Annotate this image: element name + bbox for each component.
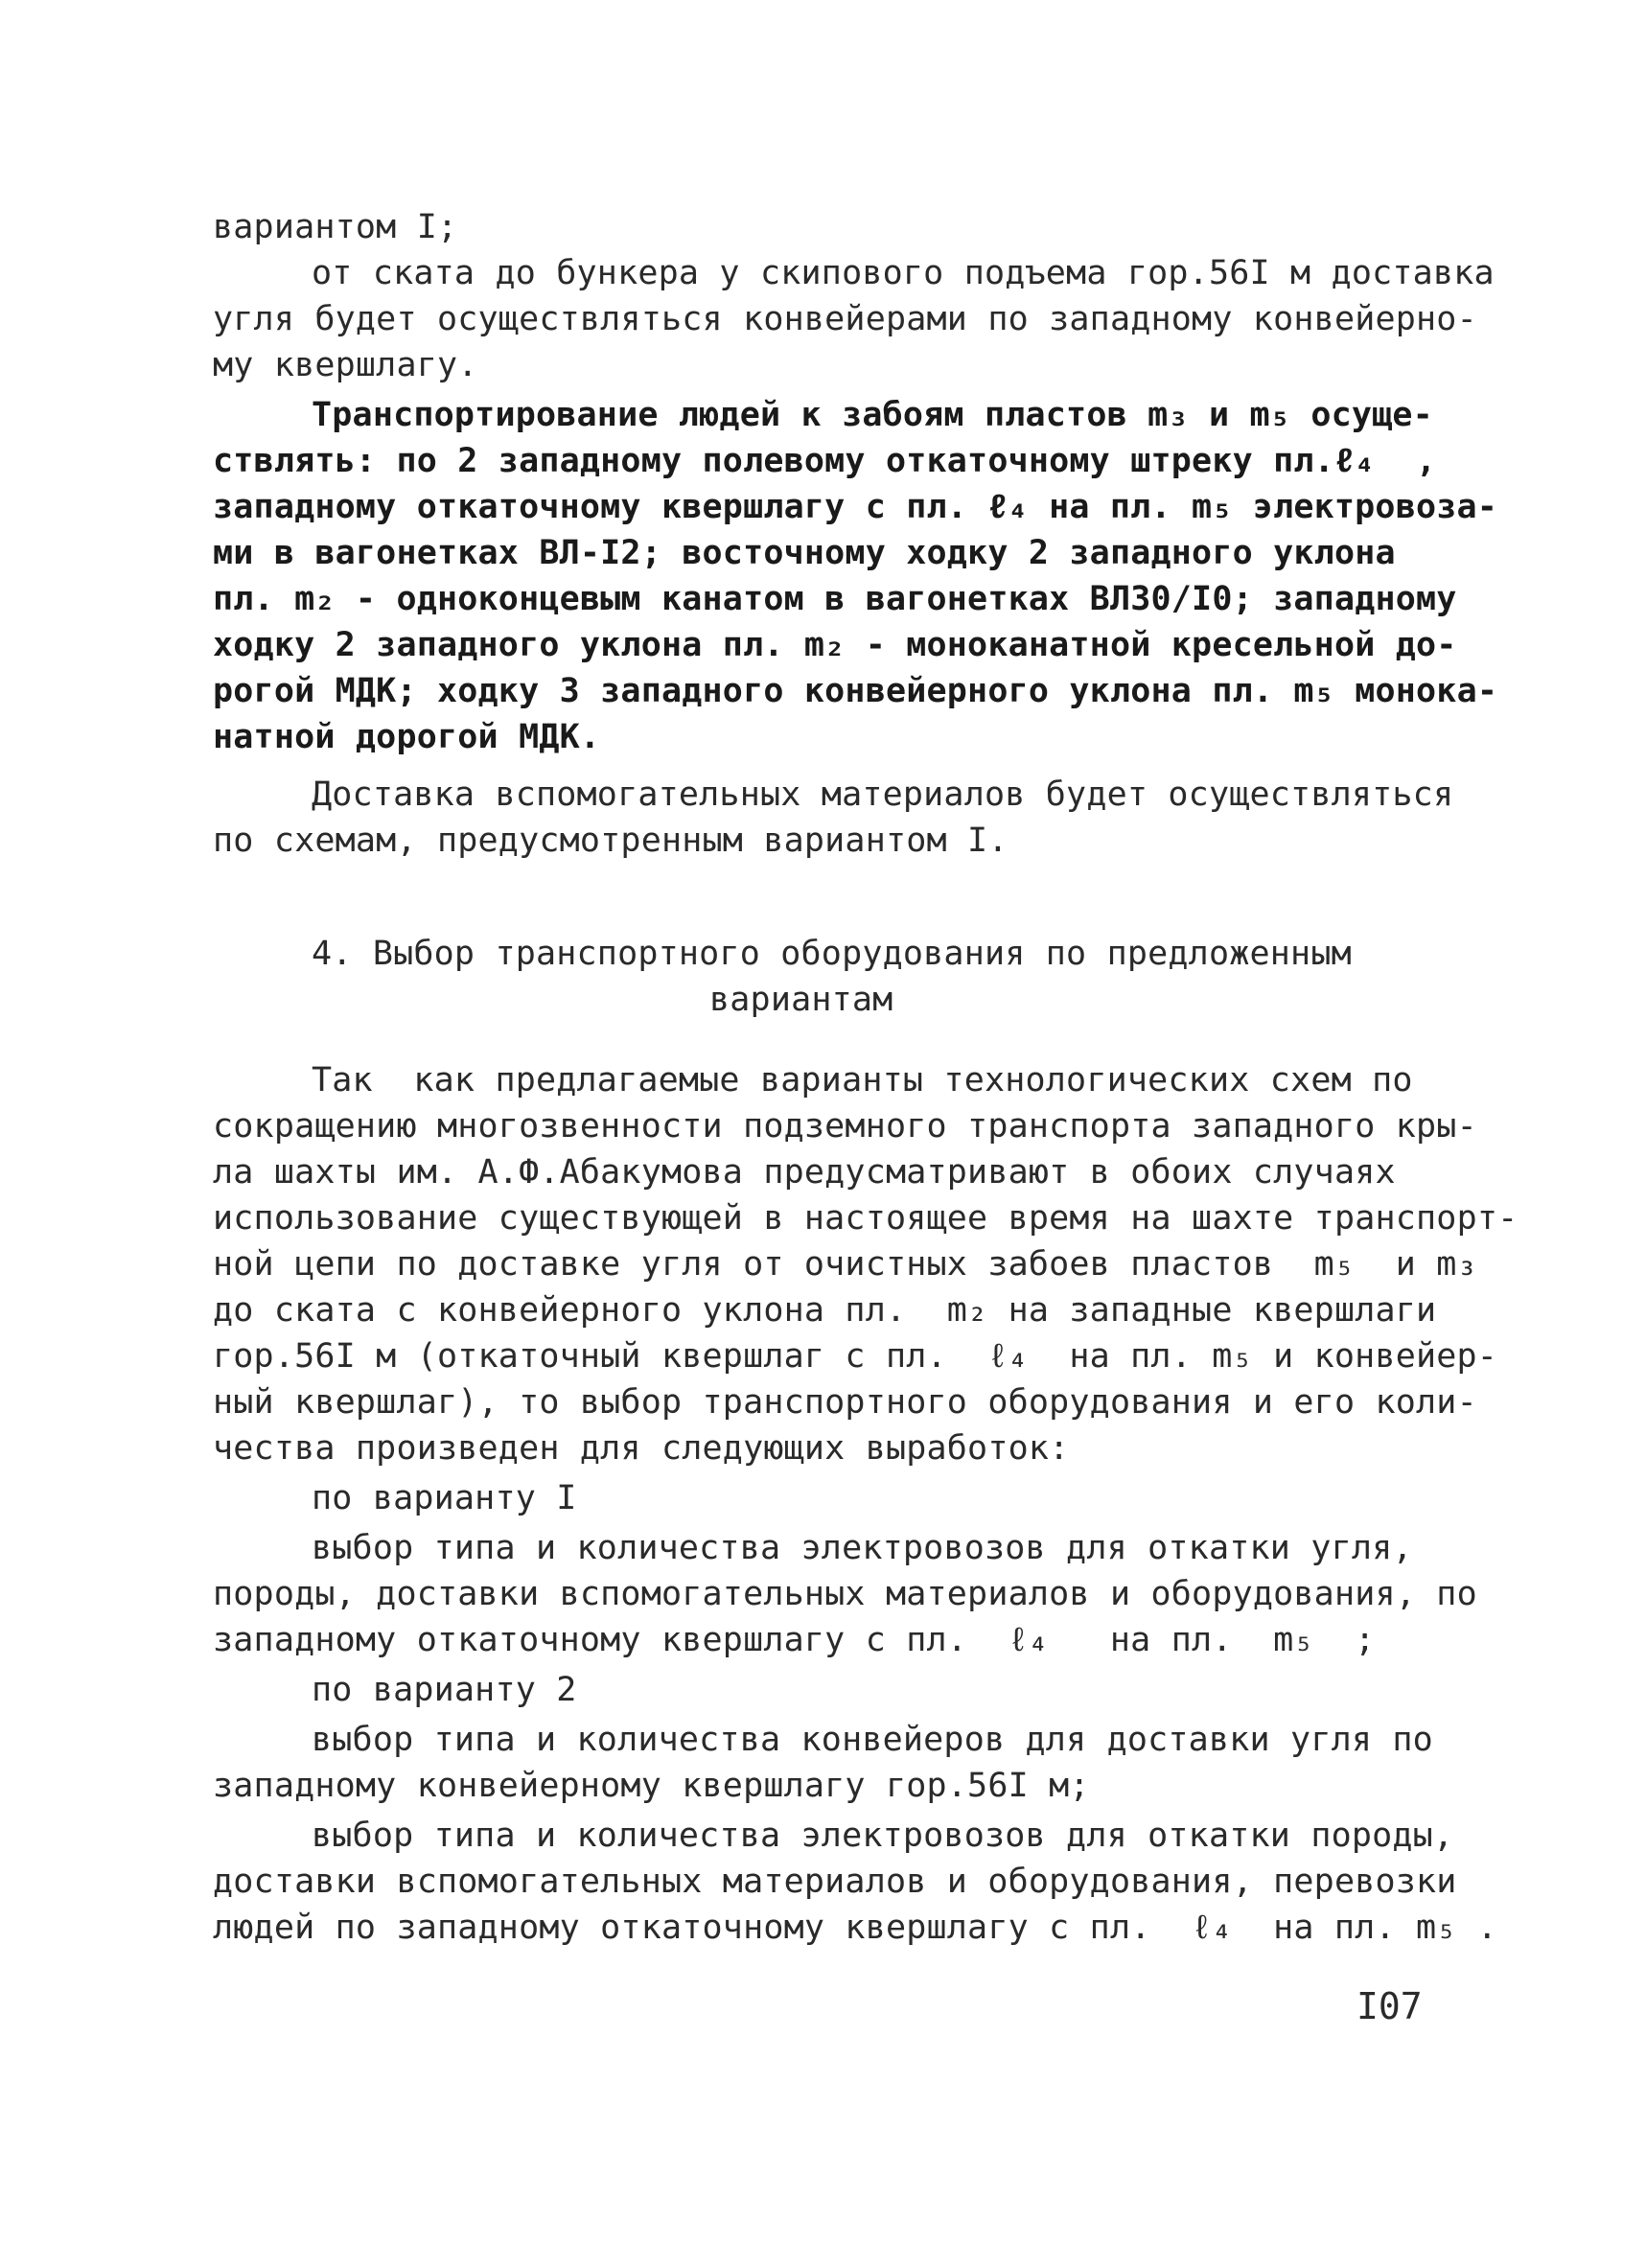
text-line: ствлять: по 2 западному полевому откаточному штреку пл.ℓ₄ , (213, 442, 1437, 480)
text-line: выбор типа и количества конвейеров для доставки угля по (312, 1721, 1433, 1759)
text-line: по схемам, предусмотренным вариантом I. (213, 822, 1008, 860)
text-line: Доставка вспомогательных материалов будет осуществляться (312, 775, 1454, 814)
text-line: ла шахты им. А.Ф.Абакумова предусматривают в обоих случаях (213, 1153, 1396, 1192)
text-line: Так как предлагаемые варианты технологических схем по (312, 1061, 1413, 1099)
text-line: породы, доставки вспомогательных материалов и оборудования, по (213, 1575, 1477, 1613)
text-line: использование существующей в настоящее время на шахте транспорт- (213, 1199, 1518, 1238)
text-line: ной цепи по доставке угля от очистных забоев пластов m₅ и m₃ (213, 1245, 1477, 1284)
text-line: чества произведен для следующих выработок: (213, 1429, 1070, 1468)
text-line: выбор типа и количества электровозов для откатки угля, (312, 1529, 1413, 1567)
text-line: му квершлагу. (213, 346, 478, 384)
text-line: сокращению многозвенности подземного транспорта западного кры- (213, 1107, 1477, 1146)
text-line: гор.56I м (откаточный квершлаг с пл. ℓ₄ на пл. m₅ и конвейер- (213, 1337, 1498, 1376)
text-line: вариантам (709, 981, 893, 1019)
text-line: западному откаточному квершлагу с пл. ℓ₄ на пл. m₅ электровоза- (213, 488, 1498, 526)
text-line: 4. Выбор транспортного оборудования по предложенным (312, 935, 1352, 973)
text-line: выбор типа и количества электровозов для откатки породы, (312, 1817, 1454, 1855)
text-line: западному откаточному квершлагу с пл. ℓ₄ на пл. m₅ ; (213, 1621, 1376, 1659)
text-line: ми в вагонетках ВЛ-I2; восточному ходку 2 западного уклона (213, 534, 1396, 572)
text-line: натной дорогой МДК. (213, 718, 601, 756)
text-line: западному конвейерному квершлагу гор.56I м; (213, 1767, 1090, 1805)
text-line: по варианту I (312, 1479, 577, 1517)
text-line: ходку 2 западного уклона пл. m₂ - моноканатной кресельной до- (213, 626, 1457, 664)
page-number: I07 (1356, 1985, 1423, 2027)
text-line: пл. m₂ - одноконцевым канатом в вагонетках ВЛЗ0/I0; западному (213, 580, 1457, 618)
text-line: угля будет осуществляться конвейерами по западному конвейерно- (213, 300, 1477, 338)
text-line: доставки вспомогательных материалов и оборудования, перевозки (213, 1863, 1457, 1901)
text-line: людей по западному откаточному квершлагу с пл. ℓ₄ на пл. m₅ . (213, 1909, 1498, 1947)
text-line: ный квершлаг), то выбор транспортного оборудования и его коли- (213, 1383, 1477, 1422)
text-line: Транспортирование людей к забоям пластов m₃ и m₅ осуще- (312, 396, 1433, 434)
text-line: до ската с конвейерного уклона пл. m₂ на западные квершлаги (213, 1291, 1437, 1330)
text-line: рогой МДК; ходку 3 западного конвейерного уклона пл. m₅ монока- (213, 672, 1498, 710)
text-line: вариантом I; (213, 208, 458, 246)
text-line: от ската до бункера у скипового подъема гор.56I м доставка (312, 254, 1495, 292)
text-line: по варианту 2 (312, 1671, 577, 1709)
